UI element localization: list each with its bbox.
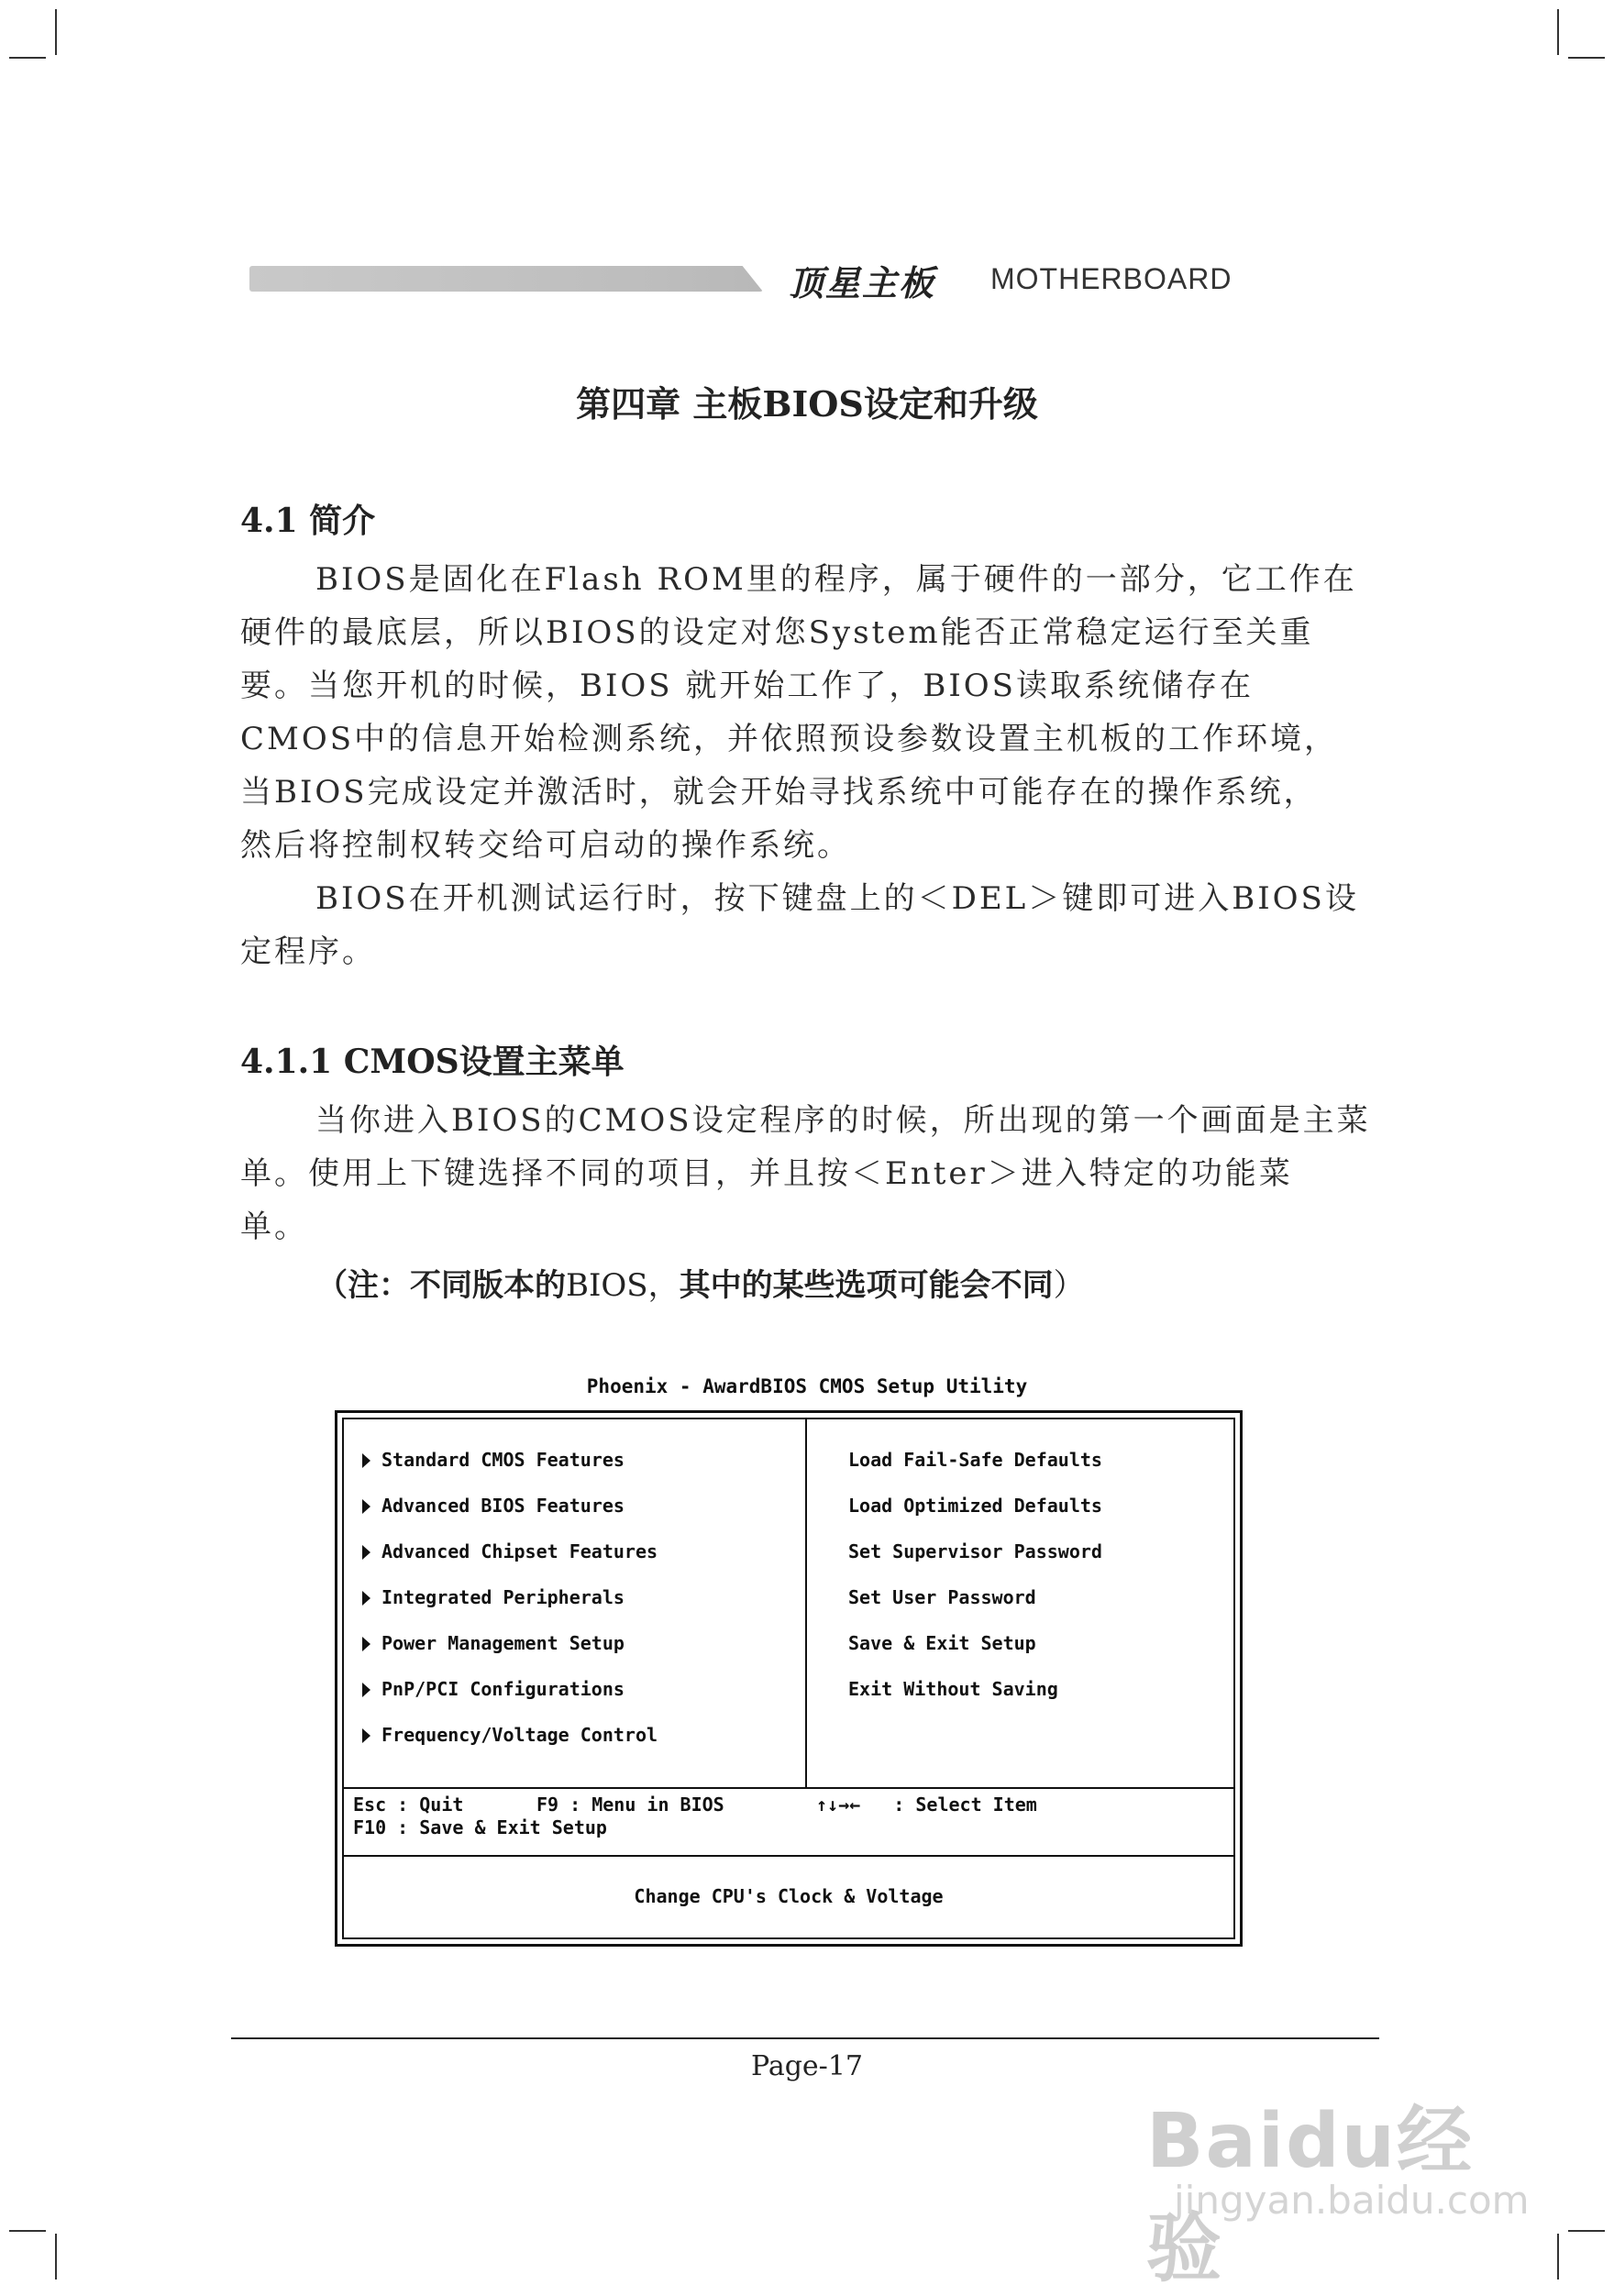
del-key-paragraph — [240, 872, 1377, 978]
bios-utility-title: Phoenix - AwardBIOS CMOS Setup Utility — [586, 1375, 1028, 1397]
menu-help-divider — [344, 1787, 1233, 1789]
bios-menu-load-failsafe[interactable]: Load Fail-Safe Defaults — [848, 1449, 1102, 1471]
watermark-logo: Baidu经验 — [1146, 2098, 1475, 2292]
crop-mark — [1557, 9, 1559, 55]
paragraph-line: 当BIOS完成设定并激活时，就会开始寻找系统中可能存在的操作系统， — [240, 774, 1318, 811]
crop-mark — [9, 2230, 46, 2232]
bios-menu-save-exit[interactable]: Save & Exit Setup — [848, 1632, 1036, 1654]
paragraph-line: 定程序。 — [240, 933, 376, 970]
intro-paragraph — [240, 553, 1377, 872]
watermark-url: jingyan.baidu.com — [1174, 2178, 1530, 2223]
footer-rule — [231, 2037, 1379, 2039]
crop-mark — [55, 9, 57, 55]
section-heading: 4.1 简介 — [240, 502, 376, 540]
paragraph-line: BIOS是固化在Flash ROM里的程序，属于硬件的一部分，它工作在 — [315, 561, 1357, 598]
submenu-arrow-icon — [362, 1499, 370, 1514]
submenu-arrow-icon — [362, 1453, 370, 1468]
bios-menu-load-optimized[interactable]: Load Optimized Defaults — [848, 1495, 1102, 1517]
bios-menu-power-management[interactable]: Power Management Setup — [362, 1632, 625, 1654]
help-status-divider — [344, 1855, 1233, 1857]
bios-inner-frame — [342, 1418, 1235, 1939]
submenu-arrow-icon — [362, 1545, 370, 1560]
paragraph-line: 单。 — [240, 1209, 308, 1245]
subsection-heading: 4.1.1 CMOS设置主菜单 — [240, 1043, 625, 1081]
paragraph-line: 单。使用上下键选择不同的项目，并且按＜Enter＞进入特定的功能菜 — [240, 1155, 1293, 1192]
help-select-item: ↑↓→← : Select Item — [816, 1794, 1037, 1816]
submenu-arrow-icon — [362, 1591, 370, 1606]
help-esc-quit: Esc : Quit — [353, 1794, 464, 1816]
bios-menu-frequency-voltage[interactable]: Frequency/Voltage Control — [362, 1724, 658, 1746]
bios-menu-standard-cmos[interactable]: Standard CMOS Features — [362, 1449, 625, 1471]
bios-menu-exit-without-saving[interactable]: Exit Without Saving — [848, 1678, 1058, 1700]
crop-mark — [1568, 2230, 1605, 2232]
crop-mark — [55, 2234, 57, 2279]
bios-status-line: Change CPU's Clock & Voltage — [634, 1885, 944, 1907]
submenu-arrow-icon — [362, 1683, 370, 1697]
paragraph-line: CMOS中的信息开始检测系统，并依照预设参数设置主机板的工作环境， — [240, 721, 1338, 757]
bios-menu-integrated-peripherals[interactable]: Integrated Peripherals — [362, 1586, 625, 1608]
version-note: （注：不同版本的BIOS，其中的某些选项可能会不同） — [316, 1267, 1085, 1304]
paragraph-line: 当你进入BIOS的CMOS设定程序的时候，所出现的第一个画面是主菜 — [315, 1102, 1371, 1139]
brand-logo-text: 顶星主板 — [789, 263, 936, 304]
paragraph-line: 要。当您开机的时候，BIOS 就开始工作了，BIOS读取系统储存在 — [240, 668, 1254, 704]
chapter-title: 第四章 主板BIOS设定和升级 — [576, 383, 1038, 425]
brand-subtitle: MOTHERBOARD — [990, 262, 1233, 295]
bios-menu-user-password[interactable]: Set User Password — [848, 1586, 1036, 1608]
bios-menu-advanced-bios[interactable]: Advanced BIOS Features — [362, 1495, 625, 1517]
bios-menu-advanced-chipset[interactable]: Advanced Chipset Features — [362, 1540, 658, 1562]
cmos-menu-paragraph — [240, 1094, 1377, 1253]
paragraph-line: 然后将控制权转交给可启动的操作系统。 — [240, 827, 851, 864]
help-f9-menu: F9 : Menu in BIOS — [536, 1794, 724, 1816]
header-bar — [249, 266, 763, 292]
submenu-arrow-icon — [362, 1637, 370, 1651]
crop-mark — [1568, 57, 1605, 59]
watermark — [1146, 2081, 1531, 2292]
help-f10-save: F10 : Save & Exit Setup — [353, 1816, 607, 1838]
paragraph-line: 硬件的最底层，所以BIOS的设定对您System能否正常稳定运行至关重 — [240, 614, 1314, 651]
bios-screen — [335, 1410, 1243, 1947]
bios-menu-pnp-pci[interactable]: PnP/PCI Configurations — [362, 1678, 625, 1700]
page-number: Page-17 — [751, 2050, 863, 2082]
paragraph-line: BIOS在开机测试运行时，按下键盘上的＜DEL＞键即可进入BIOS设 — [315, 880, 1359, 917]
crop-mark — [9, 57, 46, 59]
menu-column-divider — [805, 1419, 807, 1787]
submenu-arrow-icon — [362, 1728, 370, 1743]
bios-menu-supervisor-password[interactable]: Set Supervisor Password — [848, 1540, 1102, 1562]
crop-mark — [1557, 2234, 1559, 2279]
